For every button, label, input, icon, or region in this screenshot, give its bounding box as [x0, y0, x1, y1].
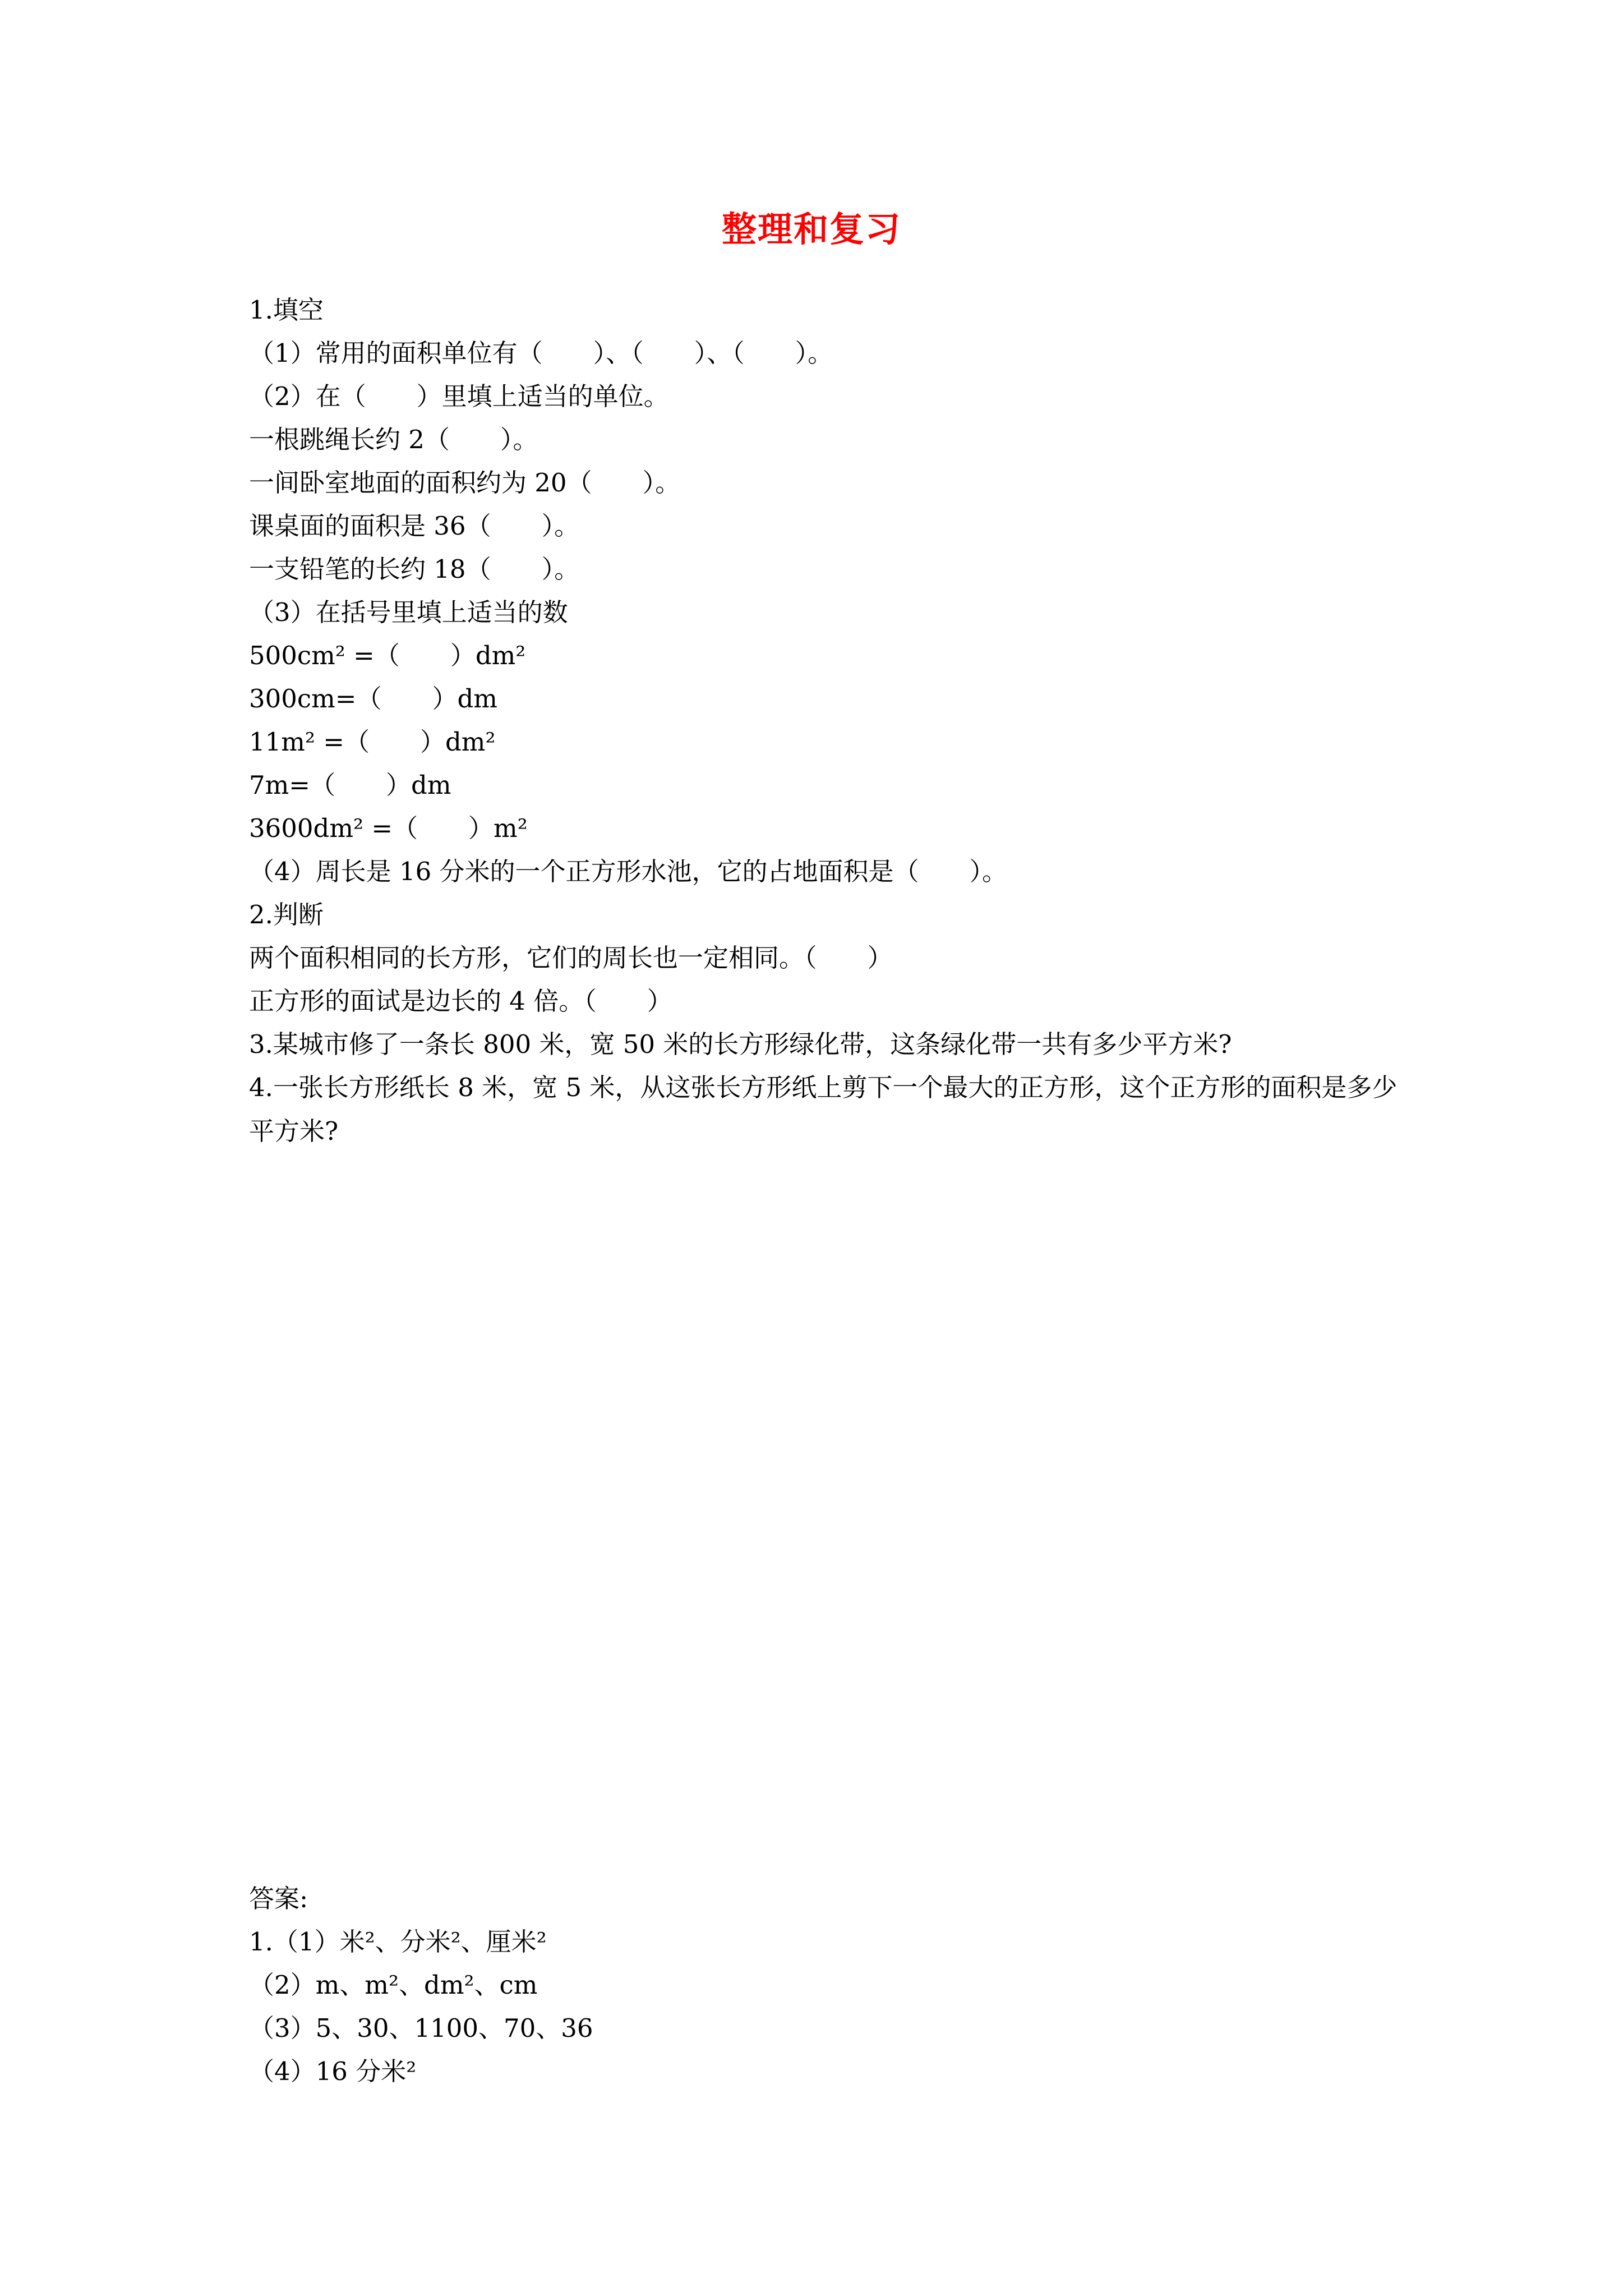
- q1-item-2-b: 一间卧室地面的面积约为 20（ ）。: [249, 468, 681, 498]
- q1-item-2-c: 课桌面的面积是 36（ ）。: [249, 511, 580, 541]
- q1-item-3: （3）在括号里填上适当的数: [249, 597, 568, 627]
- answer-1: 1.（1）米²、分米²、厘米²: [249, 1927, 547, 1957]
- q1-item-2-a: 一根跳绳长约 2（ ）。: [249, 425, 538, 454]
- q1-item-3-e: 3600dm² =（ ）m²: [249, 813, 528, 843]
- q1-heading: 1.填空: [249, 295, 324, 325]
- answer-3: （3）5、30、1100、70、36: [249, 2013, 593, 2043]
- q4: 4.一张长方形纸长 8 米，宽 5 米，从这张长方形纸上剪下一个最大的正方形，这个正方形的面积是多少平方米?: [249, 1073, 1398, 1146]
- answers-section: [249, 1877, 1399, 2093]
- q1-item-2-d: 一支铅笔的长约 18（ ）。: [249, 554, 580, 584]
- page-title: 整理和复习: [721, 209, 901, 250]
- q2-item-b: 正方形的面试是边长的 4 倍。（ ）: [249, 986, 672, 1016]
- answer-4: （4）16 分米²: [249, 2056, 417, 2086]
- q1-item-3-b: 300cm=（ ）dm: [249, 684, 497, 714]
- q3: 3.某城市修了一条长 800 米，宽 50 米的长方形绿化带，这条绿化带一共有多少平方米?: [249, 1029, 1232, 1059]
- q1-item-3-d: 7m=（ ）dm: [249, 770, 451, 800]
- q2-item-a: 两个面积相同的长方形，它们的周长也一定相同。（ ）: [249, 943, 893, 973]
- questions-section: [249, 288, 1399, 1153]
- q1-item-3-c: 11m² =（ ）dm²: [249, 727, 496, 757]
- answers-heading: 答案:: [249, 1884, 308, 1913]
- q1-item-2: （2）在（ ）里填上适当的单位。: [249, 381, 669, 411]
- q1-item-1: （1）常用的面积单位有（ ）、（ ）、（ ）。: [249, 338, 833, 368]
- answer-2: （2）m、m²、dm²、cm: [249, 1970, 538, 2000]
- q1-item-3-a: 500cm² =（ ）dm²: [249, 641, 526, 670]
- q1-item-4: （4）周长是 16 分米的一个正方形水池，它的占地面积是（ ）。: [249, 857, 1008, 886]
- q2-heading: 2.判断: [249, 900, 324, 930]
